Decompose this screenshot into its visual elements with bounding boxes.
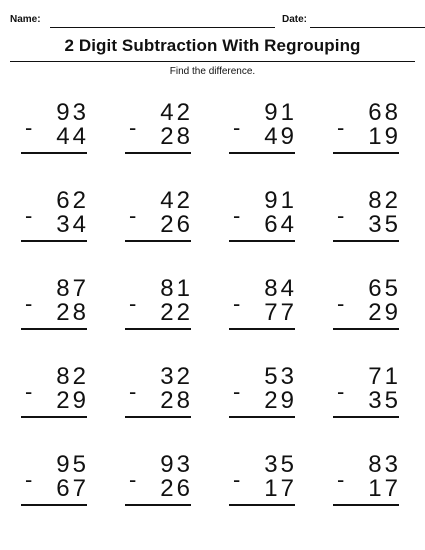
subtrahend: 44	[56, 123, 89, 150]
minuend: 42	[160, 99, 193, 126]
subtraction-problem	[319, 184, 423, 272]
answer-line	[21, 504, 87, 506]
minus-sign: -	[337, 115, 345, 140]
minuend: 65	[368, 275, 401, 302]
subtraction-problem	[7, 272, 111, 360]
subtraction-problem	[111, 272, 215, 360]
minus-sign: -	[25, 115, 33, 140]
name-line	[50, 27, 275, 28]
answer-line	[125, 416, 191, 418]
worksheet-header	[10, 10, 415, 30]
minuend: 95	[56, 451, 89, 478]
date-label: Date:	[282, 14, 308, 25]
subtraction-problem	[215, 96, 319, 184]
problem-grid	[10, 96, 420, 536]
subtrahend: 29	[56, 387, 89, 414]
subtrahend: 17	[264, 475, 297, 502]
subtraction-problem	[7, 184, 111, 272]
minuend: 91	[264, 99, 297, 126]
answer-line	[125, 240, 191, 242]
minus-sign: -	[25, 291, 33, 316]
answer-line	[21, 328, 87, 330]
answer-line	[229, 240, 295, 242]
subtrahend: 35	[368, 211, 401, 238]
subtraction-problem	[111, 184, 215, 272]
minus-sign: -	[233, 203, 241, 228]
answer-line	[333, 416, 399, 418]
minuend: 42	[160, 187, 193, 214]
subtraction-problem	[319, 448, 423, 536]
answer-line	[21, 152, 87, 154]
minus-sign: -	[25, 379, 33, 404]
subtraction-problem	[111, 96, 215, 184]
minus-sign: -	[337, 379, 345, 404]
subtrahend: 26	[160, 475, 193, 502]
subtrahend: 22	[160, 299, 193, 326]
minuend: 71	[368, 363, 401, 390]
subtraction-problem	[7, 96, 111, 184]
subtrahend: 17	[368, 475, 401, 502]
answer-line	[229, 328, 295, 330]
minuend: 82	[56, 363, 89, 390]
subtraction-problem	[215, 184, 319, 272]
subtrahend: 49	[264, 123, 297, 150]
instruction-text: Find the difference.	[169, 66, 256, 77]
subtrahend: 77	[264, 299, 297, 326]
minus-sign: -	[25, 467, 33, 492]
minus-sign: -	[129, 203, 137, 228]
subtraction-problem	[111, 360, 215, 448]
subtrahend: 35	[368, 387, 401, 414]
minuend: 68	[368, 99, 401, 126]
answer-line	[229, 152, 295, 154]
answer-line	[333, 240, 399, 242]
minuend: 83	[368, 451, 401, 478]
title-divider	[10, 61, 415, 62]
minuend: 62	[56, 187, 89, 214]
subtrahend: 67	[56, 475, 89, 502]
subtrahend: 28	[160, 123, 193, 150]
answer-line	[21, 240, 87, 242]
subtraction-problem	[215, 360, 319, 448]
subtraction-problem	[319, 96, 423, 184]
answer-line	[333, 152, 399, 154]
minuend: 53	[264, 363, 297, 390]
subtraction-problem	[215, 272, 319, 360]
subtraction-problem	[7, 448, 111, 536]
subtrahend: 26	[160, 211, 193, 238]
minuend: 35	[264, 451, 297, 478]
minuend: 87	[56, 275, 89, 302]
answer-line	[333, 504, 399, 506]
subtrahend: 29	[264, 387, 297, 414]
minuend: 32	[160, 363, 193, 390]
minus-sign: -	[337, 203, 345, 228]
minuend: 82	[368, 187, 401, 214]
answer-line	[333, 328, 399, 330]
subtrahend: 19	[368, 123, 401, 150]
minus-sign: -	[25, 203, 33, 228]
answer-line	[21, 416, 87, 418]
answer-line	[125, 152, 191, 154]
subtraction-problem	[319, 272, 423, 360]
minus-sign: -	[129, 467, 137, 492]
minus-sign: -	[129, 291, 137, 316]
minuend: 91	[264, 187, 297, 214]
name-label: Name:	[10, 14, 41, 25]
answer-line	[229, 504, 295, 506]
subtrahend: 64	[264, 211, 297, 238]
subtraction-problem	[111, 448, 215, 536]
minuend: 93	[56, 99, 89, 126]
minus-sign: -	[233, 115, 241, 140]
subtrahend: 28	[160, 387, 193, 414]
worksheet-title: 2 Digit Subtraction With Regrouping	[64, 36, 361, 55]
minus-sign: -	[233, 467, 241, 492]
minus-sign: -	[129, 115, 137, 140]
answer-line	[125, 328, 191, 330]
minuend: 84	[264, 275, 297, 302]
subtrahend: 28	[56, 299, 89, 326]
subtraction-problem	[215, 448, 319, 536]
minuend: 81	[160, 275, 193, 302]
minus-sign: -	[233, 379, 241, 404]
subtraction-problem	[319, 360, 423, 448]
answer-line	[229, 416, 295, 418]
date-line	[310, 27, 425, 28]
subtraction-problem	[7, 360, 111, 448]
minus-sign: -	[233, 291, 241, 316]
subtrahend: 34	[56, 211, 89, 238]
minus-sign: -	[129, 379, 137, 404]
subtrahend: 29	[368, 299, 401, 326]
minus-sign: -	[337, 291, 345, 316]
minuend: 93	[160, 451, 193, 478]
answer-line	[125, 504, 191, 506]
minus-sign: -	[337, 467, 345, 492]
